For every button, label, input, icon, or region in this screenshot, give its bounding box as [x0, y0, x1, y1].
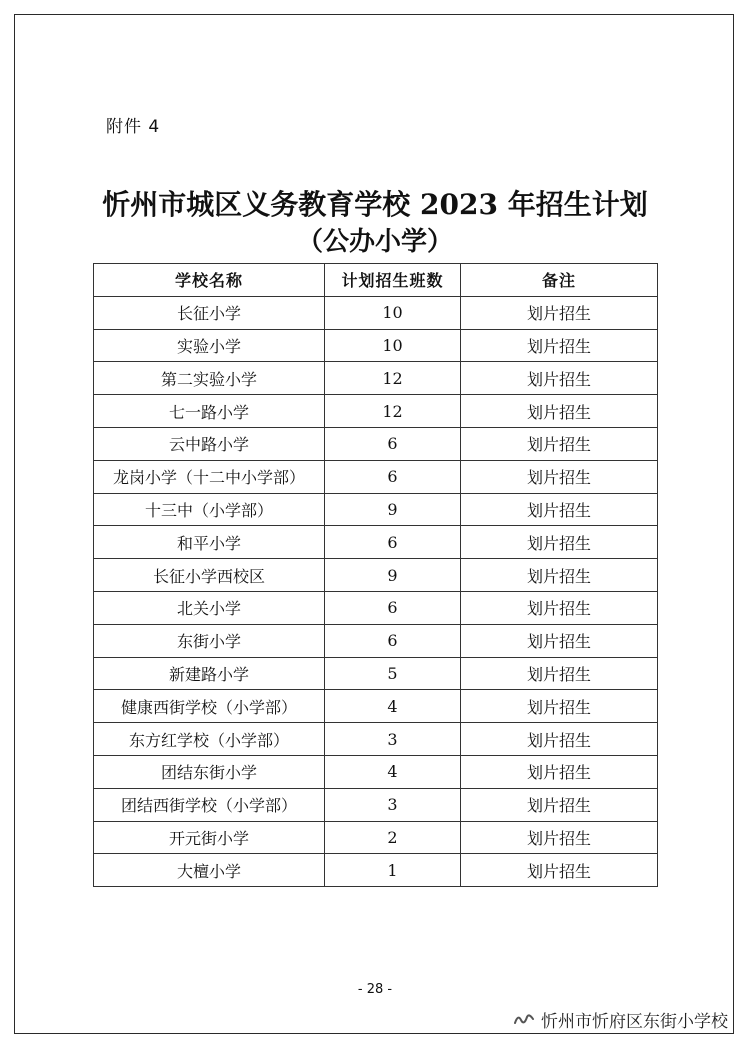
school-name-cell: 东方红学校（小学部） [94, 723, 325, 756]
school-name-cell: 团结东街小学 [94, 755, 325, 788]
school-name-cell: 实验小学 [94, 329, 325, 362]
class-count-cell: 4 [325, 690, 461, 723]
remarks-cell: 划片招生 [461, 723, 658, 756]
remarks-cell: 划片招生 [461, 755, 658, 788]
header-class-count: 计划招生班数 [325, 264, 461, 297]
header-remarks: 备注 [461, 264, 658, 297]
class-count-cell: 3 [325, 723, 461, 756]
table-row [94, 460, 658, 493]
table-row [94, 624, 658, 657]
table-row [94, 690, 658, 723]
remarks-cell: 划片招生 [461, 854, 658, 887]
class-count-cell: 5 [325, 657, 461, 690]
school-name-cell: 北关小学 [94, 591, 325, 624]
class-count-cell: 3 [325, 788, 461, 821]
school-name-cell: 大檀小学 [94, 854, 325, 887]
school-name-cell: 十三中（小学部） [94, 493, 325, 526]
wechat-channel-icon [513, 1011, 535, 1029]
class-count-cell: 10 [325, 329, 461, 362]
school-name-cell: 开元街小学 [94, 821, 325, 854]
table-row [94, 395, 658, 428]
school-name-cell: 龙岗小学（十二中小学部） [94, 460, 325, 493]
remarks-cell: 划片招生 [461, 559, 658, 592]
attachment-label: 附件 4 [106, 117, 161, 137]
remarks-cell: 划片招生 [461, 657, 658, 690]
remarks-cell: 划片招生 [461, 296, 658, 329]
class-count-cell: 4 [325, 755, 461, 788]
class-count-cell: 9 [325, 493, 461, 526]
remarks-cell: 划片招生 [461, 493, 658, 526]
class-count-cell: 6 [325, 526, 461, 559]
school-name-cell: 新建路小学 [94, 657, 325, 690]
watermark-text: 忻州市忻府区东街小学校 [541, 1012, 728, 1032]
table-row [94, 755, 658, 788]
table-row [94, 493, 658, 526]
table-row [94, 854, 658, 887]
class-count-cell: 1 [325, 854, 461, 887]
table-row [94, 559, 658, 592]
table-row [94, 296, 658, 329]
account-watermark [513, 1007, 728, 1032]
school-name-cell: 第二实验小学 [94, 362, 325, 395]
school-name-cell: 和平小学 [94, 526, 325, 559]
header-school-name: 学校名称 [94, 264, 325, 297]
table-row [94, 788, 658, 821]
remarks-cell: 划片招生 [461, 526, 658, 559]
class-count-cell: 12 [325, 362, 461, 395]
class-count-cell: 6 [325, 460, 461, 493]
remarks-cell: 划片招生 [461, 362, 658, 395]
table-row [94, 821, 658, 854]
table-row [94, 723, 658, 756]
table-row [94, 591, 658, 624]
page-number: - 28 - [357, 982, 393, 997]
remarks-cell: 划片招生 [461, 591, 658, 624]
enrollment-plan-table [93, 263, 658, 887]
remarks-cell: 划片招生 [461, 690, 658, 723]
table-row [94, 427, 658, 460]
class-count-cell: 6 [325, 624, 461, 657]
school-name-cell: 健康西街学校（小学部） [94, 690, 325, 723]
school-name-cell: 七一路小学 [94, 395, 325, 428]
remarks-cell: 划片招生 [461, 427, 658, 460]
school-name-cell: 长征小学 [94, 296, 325, 329]
table-row [94, 657, 658, 690]
class-count-cell: 9 [325, 559, 461, 592]
class-count-cell: 10 [325, 296, 461, 329]
school-name-cell: 东街小学 [94, 624, 325, 657]
remarks-cell: 划片招生 [461, 788, 658, 821]
remarks-cell: 划片招生 [461, 395, 658, 428]
school-name-cell: 云中路小学 [94, 427, 325, 460]
school-name-cell: 长征小学西校区 [94, 559, 325, 592]
remarks-cell: 划片招生 [461, 329, 658, 362]
class-count-cell: 6 [325, 427, 461, 460]
class-count-cell: 2 [325, 821, 461, 854]
document-subtitle: （公办小学） [296, 227, 453, 257]
remarks-cell: 划片招生 [461, 624, 658, 657]
table-row [94, 526, 658, 559]
table-row [94, 362, 658, 395]
table-header-row [94, 264, 658, 297]
remarks-cell: 划片招生 [461, 460, 658, 493]
table-row [94, 329, 658, 362]
school-name-cell: 团结西街学校（小学部） [94, 788, 325, 821]
class-count-cell: 6 [325, 591, 461, 624]
class-count-cell: 12 [325, 395, 461, 428]
document-title: 忻州市城区义务教育学校 2023 年招生计划 [102, 188, 648, 221]
remarks-cell: 划片招生 [461, 821, 658, 854]
